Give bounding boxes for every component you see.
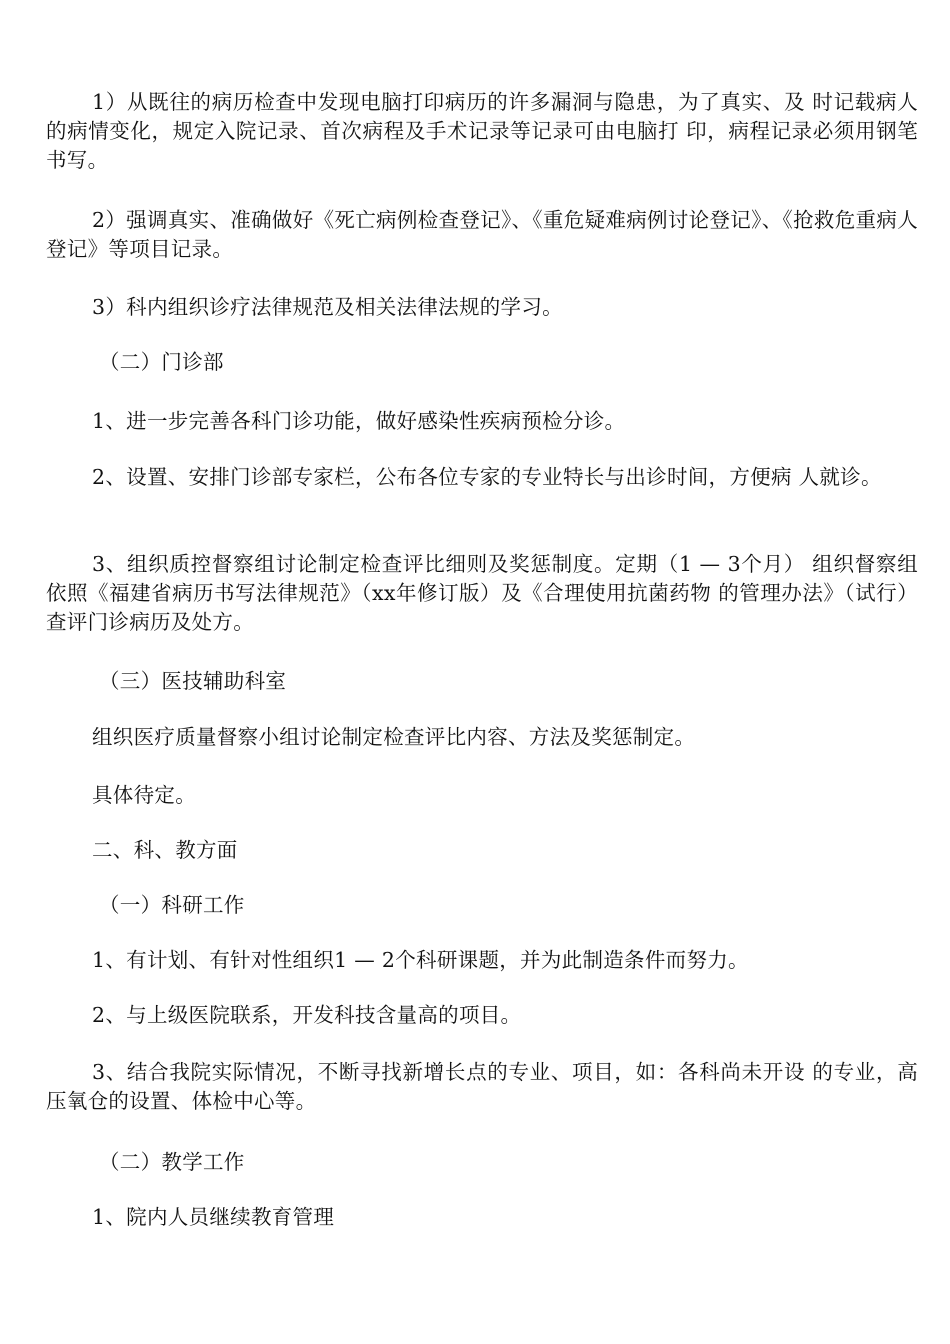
section-heading-research: （一）科研工作	[99, 893, 245, 917]
paragraph-expert-column: 2、设置、安排门诊部专家栏，公布各位专家的专业特长与出诊时间，方便病 人就诊。	[92, 465, 882, 489]
paragraph-growth-points: 3、结合我院实际情况，不断寻找新增长点的专业、项目，如：各科尚未开设 的专业，高压氧仓的设置、体检中心等。	[46, 1060, 918, 1113]
paragraph-tbd: 具体待定。	[92, 783, 196, 807]
paragraph-quality-control: 3、组织质控督察组讨论制定检查评比细则及奖惩制度。定期（1 — 3个月） 组织督察组依照《福建省病历书写法律规范》（xx年修订版）及《合理使用抗菌药物 的管理办法》（试行）查评门诊病历及处方。	[46, 552, 918, 634]
paragraph-medical-record-printing: 1）从既往的病历检查中发现电脑打印病历的许多漏洞与隐患，为了真实、及 时记载病人的病情变化，规定入院记录、首次病程及手术记录等记录可由电脑打 印，病程记录必须用钢笔书写。	[46, 90, 918, 172]
paragraph-legal-study: 3）科内组织诊疗法律规范及相关法律法规的学习。	[92, 295, 563, 319]
paragraph-superior-hospital: 2、与上级医院联系，开发科技含量高的项目。	[92, 1003, 522, 1027]
paragraph-supervision-group: 组织医疗质量督察小组讨论制定检查评比内容、方法及奖惩制定。	[92, 725, 696, 749]
section-heading-outpatient: （二）门诊部	[99, 350, 224, 374]
paragraph-continuing-education: 1、院内人员继续教育管理	[92, 1205, 335, 1229]
paragraph-research-topics: 1、有计划、有针对性组织1 — 2个科研课题，并为此制造条件而努力。	[92, 948, 749, 972]
section-heading-teaching: （二）教学工作	[99, 1150, 245, 1174]
paragraph-outpatient-function: 1、进一步完善各科门诊功能，做好感染性疾病预检分诊。	[92, 409, 626, 433]
section-heading-medical-tech: （三）医技辅助科室	[99, 669, 287, 693]
paragraph-registration-records: 2）强调真实、准确做好《死亡病例检查登记》、《重危疑难病例讨论登记》、《抢救危重病人登记》等项目记录。	[46, 208, 918, 261]
section-heading-science-education: 二、科、教方面	[92, 838, 238, 862]
